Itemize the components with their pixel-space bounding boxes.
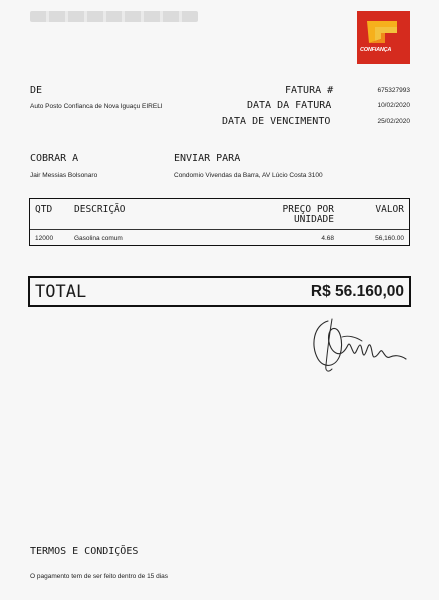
due-date-label: DATA DE VENCIMENTO [222, 116, 331, 127]
invoice-number: 675327993 [377, 87, 410, 94]
col-header-unit-price-line2: UNIDADE [293, 214, 334, 225]
from-label: DE [30, 85, 43, 96]
from-name: Auto Posto Confianca de Nova Iguaçu EIRELI [30, 103, 163, 110]
terms-text: O pagamento tem de ser feito dentro de 15 dias [30, 573, 169, 580]
row-unit-price: 4.68 [321, 235, 334, 242]
terms-title: TERMOS E CONDIÇÕES [30, 546, 139, 557]
items-table [29, 198, 410, 246]
bill-to-label: COBRAR A [30, 153, 79, 164]
total-box [28, 276, 411, 307]
total-label: TOTAL [35, 282, 87, 302]
logo-emblem-icon [357, 11, 410, 64]
col-header-desc: DESCRIÇÃO [74, 204, 126, 215]
row-value: 56,160.00 [375, 235, 404, 242]
company-logo [357, 11, 410, 64]
logo-text: CONFIANÇA [360, 47, 392, 53]
signature-image [306, 315, 411, 377]
row-qty: 12000 [35, 235, 54, 242]
due-date: 25/02/2020 [377, 118, 410, 125]
total-value: R$ 56.160,00 [310, 283, 404, 300]
table-header-divider [30, 229, 409, 230]
invoice-date: 10/02/2020 [377, 102, 410, 109]
col-header-unit-price-line1: PREÇO POR [282, 204, 334, 215]
blurred-header-text [30, 11, 198, 22]
ship-to-address: Condomio Vivendas da Barra, AV Lúcio Costa 3100 [174, 172, 323, 179]
ship-to-label: ENVIAR PARA [174, 153, 241, 164]
col-header-qty: QTD [35, 204, 53, 215]
bill-to-name: Jair Messias Bolsonaro [30, 172, 98, 179]
invoice-date-label: DATA DA FATURA [247, 100, 332, 111]
invoice-number-label: FATURA # [285, 85, 334, 96]
row-desc: Gasolina comum [74, 235, 123, 242]
col-header-value: VALOR [375, 204, 404, 215]
